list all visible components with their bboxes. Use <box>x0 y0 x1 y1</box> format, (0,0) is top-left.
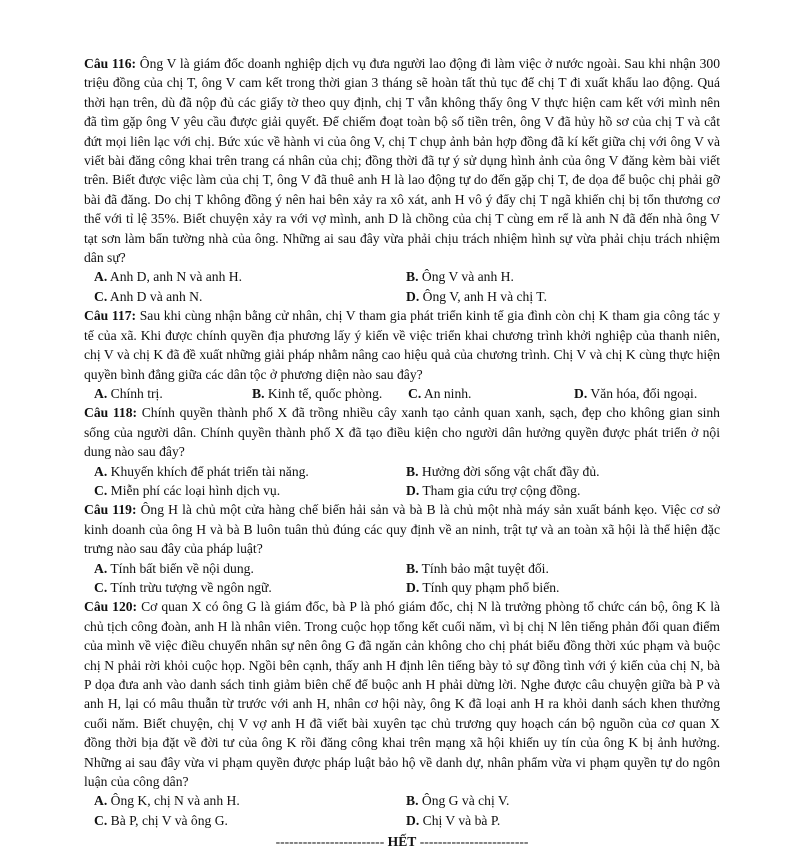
options <box>84 267 720 306</box>
question-number: Câu 120: <box>84 599 138 615</box>
option-label: D. <box>406 482 420 498</box>
option-text: Ông V, anh H và chị T. <box>422 288 547 304</box>
option-label: A. <box>94 793 108 809</box>
question-number: Câu 118: <box>84 405 138 421</box>
option-label: B. <box>252 385 265 401</box>
option-d[interactable] <box>564 384 720 403</box>
exam-page <box>84 54 720 852</box>
option-b[interactable] <box>396 791 720 810</box>
option-label: B. <box>406 793 419 809</box>
option-text: Tính trừu tượng về ngôn ngữ. <box>110 579 272 595</box>
question-116-text <box>84 54 720 267</box>
option-b[interactable] <box>242 384 398 403</box>
option-label: C. <box>94 288 108 304</box>
question-stem: Ông V là giám đốc doanh nghiệp dịch vụ đưa người lao động đi làm việc ở nước ngoài. Sau khi nhận 300 triệu đồng của chị T, ông V cam kết trong thời gian 3 tháng sẽ hoàn tất thủ tục để chị T đi xuất khẩu lao động. Quá thời hạn trên, dù đã nộp đủ các giấy tờ theo quy định, chị T vẫn không thấy ông V thực hiện cam kết với mình nên đã tìm gặp ông V yêu cầu được giải quyết. Để chiếm đoạt toàn bộ số tiền trên, ông V đã hủy hồ sơ của chị T và cắt đứt mọi liên lạc với chị. Bức xúc về hành vi của ông V, chị T chụp ảnh bản hợp đồng đã kí kết giữa chị với ông V và viết bài đăng công khai trên trang cá nhân của chị; đồng thời đã tự ý sử dụng hình ảnh của ông V đăng kèm bài viết trên. Biết được việc làm của chị T, ông V đã thuê anh H là lao động tự do đến gặp chị T, đe dọa để buộc chị phải gỡ bài đã đăng. Do chị T không đồng ý nên hai bên xảy ra xô xát, anh H vô ý đẩy chị T ngã khiến chị bị tổn thương cơ thể với tỉ lệ 35%. Biết chuyện xảy ra với vợ mình, anh D là chồng của chị T cùng em rể là anh N đã đến nhà ông V tạt sơn làm bẩn tường nhà của ông. Những ai sau đây vừa phải chịu trách nhiệm hình sự vừa phải chịu trách nhiệm dân sự? <box>84 56 720 266</box>
option-b[interactable] <box>396 559 720 578</box>
question-stem: Chính quyền thành phố X đã trồng nhiều cây xanh tạo cảnh quan xanh, sạch, đẹp cho không gian sinh sống của người dân. Chính quyền thành phố X đã tạo điều kiện cho người dân hưởng quyền được phát triển ở nội dung nào sau đây? <box>84 405 720 460</box>
options <box>84 462 720 501</box>
option-label: D. <box>574 385 588 401</box>
question-117 <box>84 306 720 403</box>
question-119-text <box>84 500 720 558</box>
option-text: Ông G và chị V. <box>421 793 510 809</box>
option-label: A. <box>94 269 108 285</box>
option-text: Tính bất biến về nội dung. <box>110 560 254 576</box>
option-text: Ông V và anh H. <box>421 269 514 285</box>
option-label: B. <box>406 269 419 285</box>
option-label: C. <box>94 482 108 498</box>
option-c[interactable] <box>84 811 396 830</box>
option-label: D. <box>406 812 420 828</box>
end-dashes-left: ------------------------ <box>275 834 385 850</box>
option-c[interactable] <box>84 481 396 500</box>
option-c[interactable] <box>84 578 396 597</box>
question-number: Câu 117: <box>84 308 137 324</box>
question-118 <box>84 403 720 500</box>
option-text: An ninh. <box>423 385 472 401</box>
options <box>84 791 720 830</box>
option-c[interactable] <box>398 384 564 403</box>
option-a[interactable] <box>84 559 396 578</box>
option-b[interactable] <box>396 462 720 481</box>
question-stem: Cơ quan X có ông G là giám đốc, bà P là phó giám đốc, chị N là trưởng phòng tổ chức cán bộ, ông K là chủ tịch công đoàn, anh H là nhân viên. Trong cuộc họp tổng kết cuối năm, vì bị chị N lên tiếng phản đối quan điểm của mình về việc điều chuyển nhân sự nên ông G đã ngăn cản không cho chị phát biểu đồng thời xúc phạm và buộc chị N phải rời khỏi cuộc họp. Ngồi bên cạnh, thấy anh H định lên tiếng bày tỏ sự đồng tình với ý kiến của chị N, bà P dọa đưa anh vào danh sách tinh giảm biên chế để buộc anh H phải dừng lời. Nghe được câu chuyện giữa bà P và anh H, lại có mâu thuẫn từ trước với anh H, nhân cơ hội này, ông K đã loại anh H ra khỏi danh sách khen thưởng cuối năm. Biết chuyện, chị V vợ anh H đã viết bài xuyên tạc chủ trương quy hoạch cán bộ nguồn của cơ quan X đồng thời bịa đặt về đời tư của ông K rồi đăng công khai trên mạng xã hội khiến uy tín của ông K bị ảnh hưởng. Những ai sau đây vừa vi phạm quyền được pháp luật bảo hộ về danh dự, nhân phẩm vừa vi phạm quyền tự do ngôn luận của công dân? <box>84 599 721 790</box>
question-number: Câu 119: <box>84 502 137 518</box>
option-a[interactable] <box>84 384 242 403</box>
option-label: A. <box>94 463 108 479</box>
option-label: A. <box>94 385 108 401</box>
option-text: Miễn phí các loại hình dịch vụ. <box>110 482 281 498</box>
question-120 <box>84 597 720 830</box>
question-120-text <box>84 597 720 791</box>
option-text: Ông K, chị N và anh H. <box>110 793 240 809</box>
option-b[interactable] <box>396 267 720 286</box>
option-text: Anh D, anh N và anh H. <box>109 269 243 285</box>
option-label: D. <box>406 579 420 595</box>
option-text: Tính quy phạm phổ biến. <box>422 579 560 595</box>
question-stem: Sau khi cùng nhận bằng cử nhân, chị V tham gia phát triển kinh tế gia đình còn chị K tham gia công tác y tế của xã. Khi được chính quyền địa phương lấy ý kiến về việc triển khai chương trình khởi nghiệp của thanh niên, chị V và chị K đã đề xuất những giải pháp nhằm nâng cao hiệu quả của chương trình. Chị V và chị K cùng thực hiện quyền bình đẳng giữa các dân tộc ở phương diện nào sau đây? <box>84 308 720 382</box>
option-d[interactable] <box>396 811 720 830</box>
option-label: C. <box>94 579 108 595</box>
option-c[interactable] <box>84 287 396 306</box>
option-text: Chính trị. <box>110 385 163 401</box>
option-a[interactable] <box>84 267 396 286</box>
end-marker <box>84 832 720 851</box>
option-label: D. <box>406 288 420 304</box>
options <box>84 384 720 403</box>
options <box>84 559 720 598</box>
option-text: Tính bảo mật tuyệt đối. <box>421 560 549 576</box>
question-117-text <box>84 306 720 384</box>
option-label: B. <box>406 463 419 479</box>
option-text: Khuyến khích để phát triển tài năng. <box>110 463 309 479</box>
option-text: Kinh tế, quốc phòng. <box>267 385 383 401</box>
option-d[interactable] <box>396 287 720 306</box>
option-a[interactable] <box>84 791 396 810</box>
option-label: B. <box>406 560 419 576</box>
question-116 <box>84 54 720 306</box>
question-number: Câu 116: <box>84 56 137 71</box>
option-text: Anh D và anh N. <box>109 288 203 304</box>
option-text: Chị V và bà P. <box>422 812 501 828</box>
option-text: Hưởng đời sống vật chất đầy đủ. <box>421 463 600 479</box>
option-label: C. <box>408 385 422 401</box>
question-stem: Ông H là chủ một cửa hàng chế biến hải sản và bà B là chủ một nhà máy sản xuất bánh kẹo. Việc cơ sở kinh doanh của ông H và bà B luôn tuân thủ đúng các quy định về an ninh, trật tự và an toàn xã hội là thể hiện đặc trưng nào sau đây của pháp luật? <box>84 502 720 557</box>
question-119 <box>84 500 720 597</box>
option-d[interactable] <box>396 481 720 500</box>
option-text: Bà P, chị V và ông G. <box>110 812 228 828</box>
option-label: C. <box>94 812 108 828</box>
option-text: Văn hóa, đối ngoại. <box>590 385 698 401</box>
option-text: Tham gia cứu trợ cộng đồng. <box>422 482 581 498</box>
option-label: A. <box>94 560 108 576</box>
option-a[interactable] <box>84 462 396 481</box>
end-label: HẾT <box>387 834 417 850</box>
question-118-text <box>84 403 720 461</box>
option-d[interactable] <box>396 578 720 597</box>
end-dashes-right: ------------------------ <box>419 834 529 850</box>
